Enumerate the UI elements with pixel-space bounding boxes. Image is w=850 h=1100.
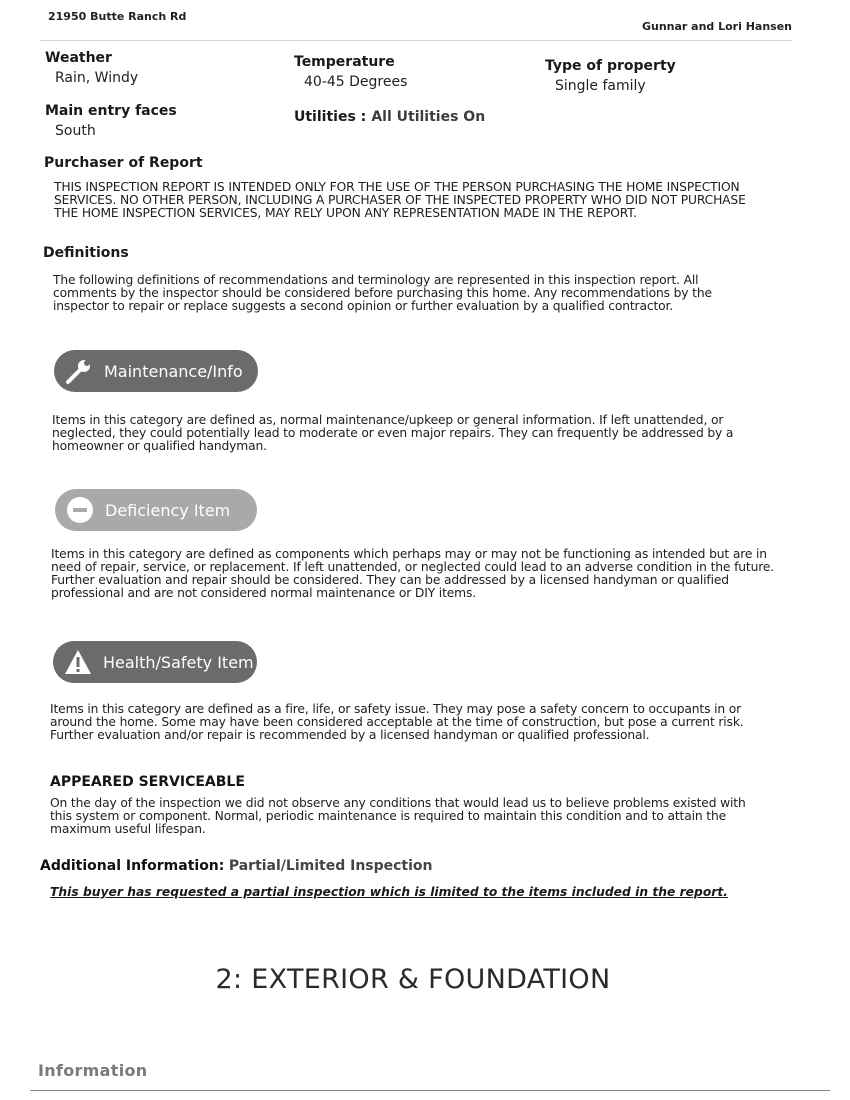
deficiency-label: Deficiency Item — [105, 500, 231, 520]
purchaser-title: Purchaser of Report — [44, 155, 203, 171]
maintenance-label: Maintenance/Info — [104, 361, 243, 381]
property-type-value: Single family — [555, 78, 646, 94]
deficiency-line: Items in this category are defined as components which perhaps may or may not be functioning as intended but are in — [51, 547, 767, 561]
deficiency-line: professional and are not considered normal maintenance or DIY items. — [51, 586, 477, 600]
partial-inspection-note: This buyer has requested a partial inspection which is limited to the items included in the report. — [50, 885, 728, 899]
entry-faces-field — [45, 103, 177, 139]
utilities-label: Utilities : — [294, 109, 367, 125]
maintenance-line: Items in this category are defined as, normal maintenance/upkeep or general information. If left unattended, or — [52, 413, 724, 427]
minus-circle-icon — [65, 495, 95, 525]
safety-label: Health/Safety Item — [103, 652, 254, 672]
maintenance-line: neglected, they could potentially lead to moderate or even major repairs. They can frequently be addressed by a — [52, 426, 734, 440]
header-divider — [40, 40, 792, 41]
temperature-field — [294, 54, 407, 90]
deficiency-line: Further evaluation and repair should be considered. They can be addressed by a licensed handyman or qualified — [51, 573, 729, 587]
safety-line: Further evaluation and/or repair is recommended by a licensed handyman or qualified professional. — [50, 728, 650, 742]
information-subsection-title: Information — [38, 1061, 148, 1080]
property-address: 21950 Butte Ranch Rd — [48, 10, 187, 23]
serviceable-line: On the day of the inspection we did not observe any conditions that would lead us to believe problems existed with — [50, 796, 746, 810]
maintenance-badge — [54, 350, 258, 392]
serviceable-text — [50, 797, 820, 836]
property-type-field — [545, 58, 676, 94]
safety-line: Items in this category are defined as a fire, life, or safety issue. They may pose a safety concern to occupants in or — [50, 702, 742, 716]
definitions-text — [53, 274, 813, 313]
safety-badge — [53, 641, 257, 683]
additional-information — [40, 858, 433, 874]
deficiency-text — [51, 548, 836, 600]
deficiency-badge — [55, 489, 257, 531]
weather-field — [45, 50, 138, 86]
section-title: 2: EXTERIOR & FOUNDATION — [215, 964, 611, 995]
footer-divider — [30, 1090, 830, 1091]
serviceable-line: maximum useful lifespan. — [50, 822, 206, 836]
wrench-icon — [64, 356, 94, 386]
purchaser-text — [54, 181, 814, 220]
definitions-line: The following definitions of recommendations and terminology are represented in this inspection report. All — [53, 273, 699, 287]
safety-line: around the home. Some may have been considered acceptable at the time of construction, but pose a current risk. — [50, 715, 744, 729]
weather-label: Weather — [45, 50, 112, 66]
maintenance-text — [52, 414, 822, 453]
entry-faces-value: South — [55, 123, 96, 139]
purchaser-line: THIS INSPECTION REPORT IS INTENDED ONLY FOR THE USE OF THE PERSON PURCHASING THE HOME INSPECTION — [54, 180, 740, 194]
serviceable-title: APPEARED SERVICEABLE — [50, 774, 245, 790]
temperature-label: Temperature — [294, 54, 395, 70]
property-type-label: Type of property — [545, 58, 676, 74]
warning-triangle-icon — [63, 647, 93, 677]
safety-text — [50, 703, 820, 742]
serviceable-line: this system or component. Normal, periodic maintenance is required to maintain this condition and to attain the — [50, 809, 727, 823]
temperature-value: 40-45 Degrees — [304, 74, 408, 90]
client-name: Gunnar and Lori Hansen — [641, 20, 792, 33]
purchaser-line: THE HOME INSPECTION SERVICES, MAY RELY UPON ANY REPRESENTATION MADE IN THE REPORT. — [54, 206, 637, 220]
weather-value: Rain, Windy — [55, 70, 139, 86]
additional-info-value: Partial/Limited Inspection — [228, 858, 433, 874]
entry-faces-label: Main entry faces — [45, 103, 177, 119]
definitions-line: comments by the inspector should be considered before purchasing this home. Any recommendations by the — [53, 286, 712, 300]
purchaser-line: SERVICES. NO OTHER PERSON, INCLUDING A PURCHASER OF THE INSPECTED PROPERTY WHO DID NOT PURCHASE — [54, 193, 746, 207]
additional-info-label: Additional Information: — [40, 858, 225, 874]
utilities-value: All Utilities On — [371, 109, 486, 125]
definitions-title: Definitions — [43, 245, 129, 261]
deficiency-line: need of repair, service, or replacement. If left unattended, or neglected could lead to an adverse condition in the future. — [51, 560, 775, 574]
maintenance-line: homeowner or qualified handyman. — [52, 439, 267, 453]
definitions-line: inspector to repair or replace suggests a second opinion or further evaluation by a qualified contractor. — [53, 299, 674, 313]
utilities-field — [294, 106, 485, 125]
